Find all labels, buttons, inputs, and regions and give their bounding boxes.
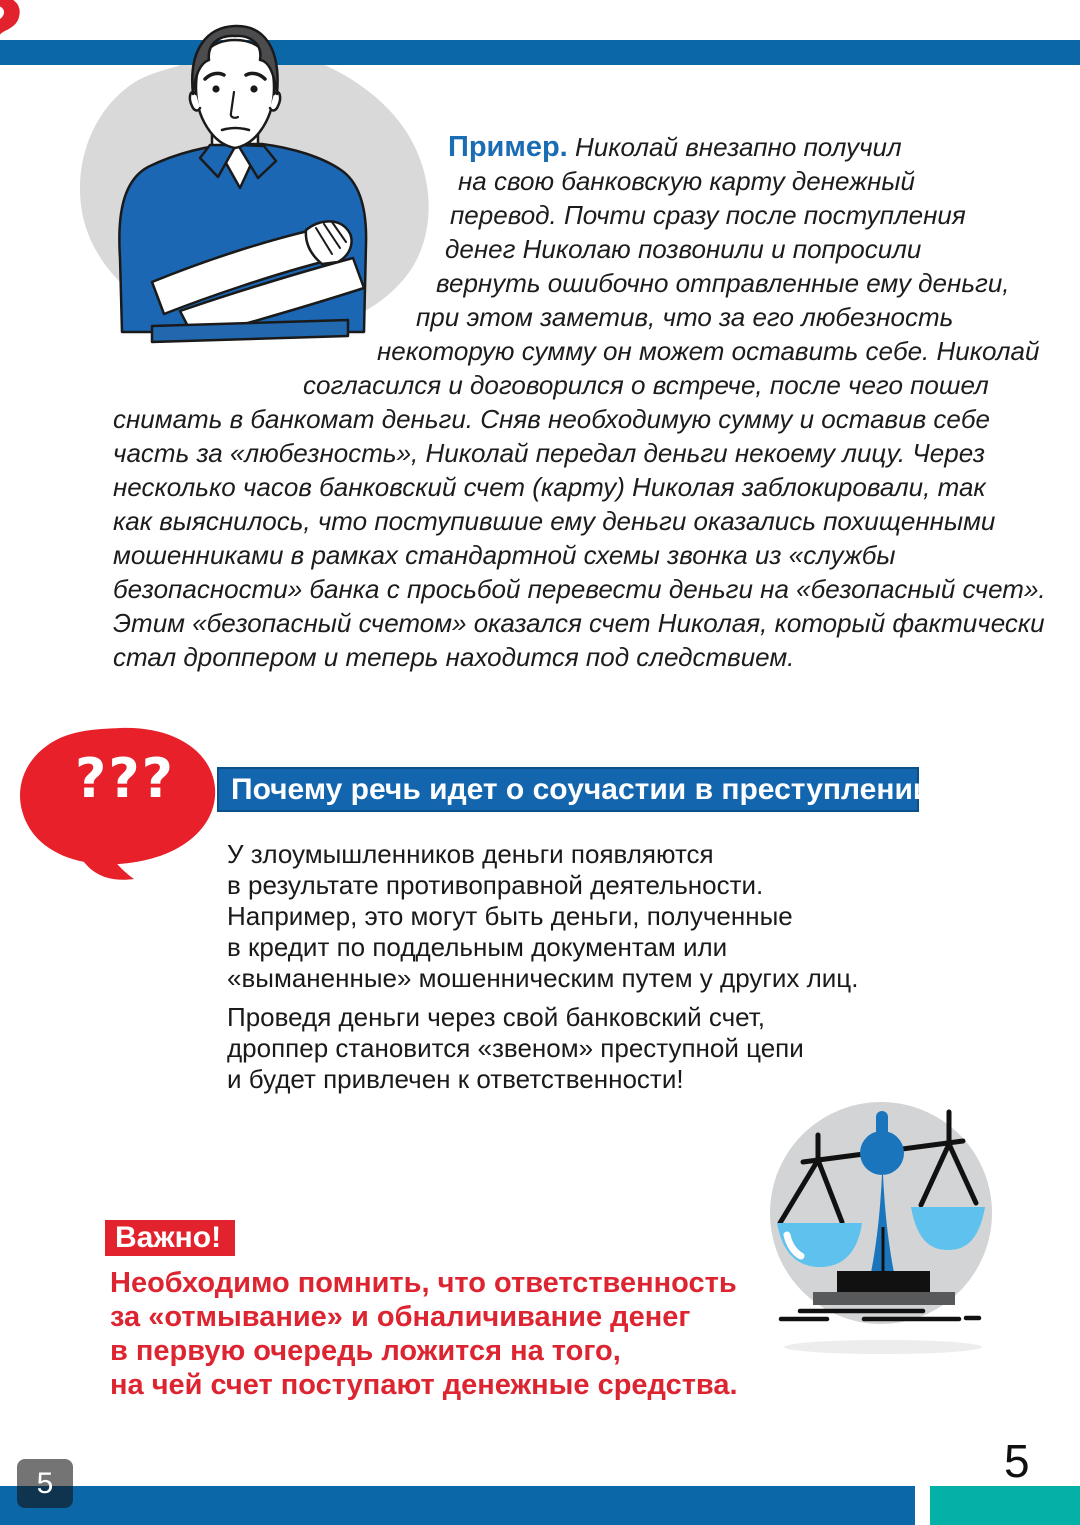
example-line: стал дроппером и теперь находится под следствием. <box>113 642 795 672</box>
page-number: 5 <box>1004 1435 1030 1487</box>
example-line: Этим «безопасный счетом» оказался счет Николая, который фактически <box>113 608 1045 638</box>
example-first-line-text: Николай внезапно получил <box>574 132 902 162</box>
example-line: безопасности» банка с просьбой перевести деньги на «безопасный счет». <box>113 574 1046 604</box>
example-line: некоторую сумму он может оставить себе. Николай <box>377 336 1040 366</box>
important-line: на чей счет поступают денежные средства. <box>110 1369 738 1401</box>
base <box>813 1292 955 1305</box>
body-line: У злоумышленников деньги появляются <box>227 839 714 869</box>
example-line: согласился и договорился о встрече, после чего пошел <box>303 370 989 400</box>
eye-left <box>212 85 219 92</box>
footer-teal-bar <box>930 1486 1080 1525</box>
example-line: на свою банковскую карту денежный <box>458 166 916 196</box>
body-line: в результате противоправной деятельности. <box>227 870 764 900</box>
scales-of-justice-illustration <box>765 1095 995 1365</box>
page-number-badge: 5 <box>17 1459 73 1508</box>
question-marks-icon: ??? <box>75 747 175 810</box>
example-line: как выяснилось, что поступившие ему деньги оказались похищенными <box>113 506 996 536</box>
question-bubble <box>8 725 240 887</box>
body-line: Например, это могут быть деньги, полученные <box>227 901 793 931</box>
body-line: «выманенные» мошенническим путем у других лиц. <box>227 963 859 993</box>
example-line: при этом заметив, что за его любезность <box>416 302 954 332</box>
scales-shadow <box>784 1340 982 1354</box>
body-line: и будет привлечен к ответственности! <box>227 1064 684 1094</box>
example-first-line <box>448 130 902 164</box>
example-line: вернуть ошибочно отправленные ему деньги, <box>436 268 1010 298</box>
eye-right <box>250 85 257 92</box>
example-paragraph <box>113 164 1046 674</box>
body-line: в кредит по поддельным документам или <box>227 932 728 962</box>
pedestal <box>837 1271 930 1292</box>
question-paragraph-2 <box>227 1002 804 1095</box>
important-paragraph <box>110 1266 738 1402</box>
important-line: в первую очередь ложится на того, <box>110 1335 621 1367</box>
important-line: Необходимо помнить, что ответственность <box>110 1267 737 1299</box>
important-line: за «отмывание» и обналичивание денег <box>110 1301 691 1333</box>
important-badge: Важно! <box>105 1220 235 1256</box>
body-line: дроппер становится «звеном» преступной цепи <box>227 1033 804 1063</box>
example-line: мошенниками в рамках стандартной схемы звонка из «службы <box>113 540 896 570</box>
section-title-bar: Почему речь идет о соучастии в преступлении? <box>217 767 919 812</box>
body-line: Проведя деньги через свой банковский счет, <box>227 1002 765 1032</box>
question-paragraph-1 <box>227 839 858 994</box>
footer-blue-bar <box>0 1486 915 1525</box>
example-line: несколько часов банковский счет (карту) Николая заблокировали, так <box>113 472 986 502</box>
example-line: часть за «любезность», Николай передал деньги некоему лицу. Через <box>113 438 985 468</box>
example-label: Пример. <box>448 131 568 163</box>
pivot-circle <box>860 1131 904 1175</box>
example-line: снимать в банкомат деньги. Сняв необходимую сумму и оставив себе <box>113 404 990 434</box>
example-line: перевод. Почти сразу после поступления <box>450 200 966 230</box>
example-line: денег Николаю позвонили и попросили <box>445 234 922 264</box>
